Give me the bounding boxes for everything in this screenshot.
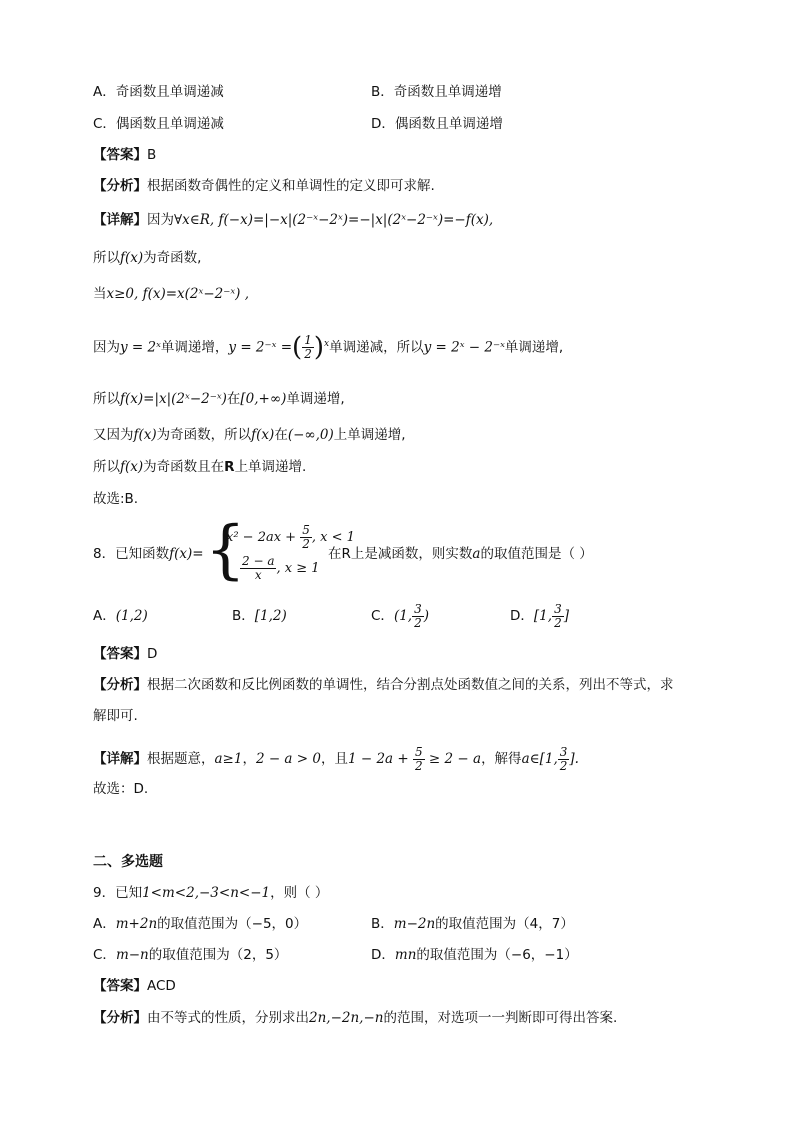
text: 为奇函数且在	[143, 459, 225, 475]
piecewise-case-1: x² − 2ax + $\frac{5}{2}$ , x < 1	[226, 523, 355, 551]
q7-detail-line3	[93, 284, 249, 304]
text: 单调递增,	[504, 339, 564, 356]
bold-r: R	[224, 459, 235, 475]
formula: [0,+∞)	[240, 391, 287, 407]
text: 所以	[93, 250, 120, 266]
text: 当	[93, 286, 107, 302]
formula: x≥0, f(x)=x(2ˣ−2⁻ˣ) ,	[106, 286, 249, 302]
text: 为奇函数，所以	[156, 427, 252, 443]
formula: y = 2ˣ − 2⁻ˣ	[423, 339, 505, 356]
q7-conclusion: 故选:B.	[93, 491, 139, 507]
q7-analysis	[93, 176, 435, 196]
piecewise-case-2: $\frac{2 - a}{x}$ , x ≥ 1	[242, 554, 320, 582]
q7-option-a: A．奇函数且单调递减	[93, 84, 224, 100]
formula: f(x)=	[169, 546, 204, 562]
q7-detail-line2	[93, 248, 201, 268]
paren: (	[292, 332, 303, 363]
q8-answer: 【答案】D	[93, 646, 158, 662]
q8-option-a: A．(1,2)	[93, 608, 148, 624]
text: 在	[274, 427, 288, 443]
q8-option-c: C．(1, $\frac{3}{2}$ )	[371, 601, 430, 630]
q7-option-d: D．偶函数且单调递增	[371, 116, 503, 132]
q7-detail-line7	[93, 457, 306, 477]
text: 在	[226, 391, 241, 407]
text: 单调递增，	[160, 339, 229, 356]
answer-value: B	[147, 147, 157, 163]
fraction: $\frac{5}{2}$	[414, 744, 423, 773]
q9-analysis: 【分析】由不等式的性质，分别求出2n,−2n,−n的范围，对选项一一判断即可得出答案.	[93, 1010, 618, 1026]
formula: f(x)=|x|(2ˣ−2⁻ˣ)	[120, 391, 227, 407]
q8-detail: 【详解】根据题意，a≥1，2 − a > 0，且1 − 2a + $\frac{5}{2}$ ≥ 2 − a，解得a∈[1, $\frac{3}{2}$ ].	[93, 744, 579, 773]
text: 所以	[93, 459, 120, 475]
text: 因为	[93, 339, 120, 356]
q8-option-b: B．[1,2)	[232, 608, 287, 624]
fraction: $\frac{1}{2}$	[304, 333, 312, 361]
text: 单调递减，所以	[329, 339, 424, 356]
formula: f(x)	[120, 250, 144, 266]
q8-analysis-line1: 【分析】根据二次函数和反比例函数的单调性，结合分割点处函数值之间的关系，列出不等式，求	[93, 677, 674, 693]
formula: f(x)	[251, 427, 275, 443]
q9-option-b: B．m−2n的取值范围为（4，7）	[371, 916, 574, 932]
q7-answer	[93, 145, 156, 165]
analysis-text: 根据函数奇偶性的定义和单调性的定义即可求解.	[147, 178, 435, 194]
formula: y = 2⁻ˣ =	[228, 339, 293, 356]
q9-option-a: A．m+2n的取值范围为（−5，0）	[93, 916, 308, 932]
formula: (−∞,0)	[287, 427, 334, 443]
section-heading: 二、多选题	[93, 854, 163, 870]
q8-conclusion: 故选：D.	[93, 781, 149, 797]
fraction: $\frac{3}{2}$	[414, 601, 422, 630]
q8-stem-suffix	[328, 544, 593, 564]
formula: f(x)	[120, 459, 144, 475]
paren: )	[313, 332, 324, 363]
q9-answer: 【答案】ACD	[93, 978, 176, 994]
answer-tag: 【答案】	[93, 147, 147, 163]
formula: ∀x∈R, f(−x)=|−x|(2⁻ˣ−2ˣ)=−|x|(2ˣ−2⁻ˣ)=−f(x),	[174, 212, 494, 228]
detail-tag: 【详解】	[93, 212, 147, 228]
q7-detail-line5	[93, 389, 345, 409]
formula: f(x)	[133, 427, 157, 443]
text: 在R上是减函数，则实数	[328, 546, 473, 562]
q8-stem-prefix	[93, 544, 204, 564]
text: 为奇函数,	[143, 250, 202, 266]
text: 上单调递增.	[234, 459, 307, 475]
q7-option-b: B．奇函数且单调递增	[371, 84, 502, 100]
q7-option-c: C．偶函数且单调递减	[93, 116, 224, 132]
analysis-tag: 【分析】	[93, 178, 147, 194]
fraction: $\frac{5}{2}$	[302, 523, 310, 551]
q9-option-c: C．m−n的取值范围为（2，5）	[93, 947, 288, 963]
fraction: $\frac{2 - a}{x}$	[242, 554, 275, 582]
q9-stem: 9．已知1<m<2,−3<n<−1，则（ ）	[93, 885, 329, 901]
formula: a	[472, 546, 481, 562]
text: 上单调递增,	[333, 427, 406, 443]
text: 的取值范围是（ ）	[480, 546, 593, 562]
fraction: $\frac{3}{2}$	[559, 744, 568, 773]
q8-option-d: D．[1, $\frac{3}{2}$ ]	[510, 601, 569, 630]
text: 所以	[93, 391, 120, 407]
fraction: $\frac{3}{2}$	[554, 601, 562, 630]
text: 单调递增,	[286, 391, 345, 407]
q7-detail-line4: 因为y = 2ˣ单调递增，y = 2⁻ˣ =( $\frac{1}{2}$ )$^x$单调递减，所以y = 2ˣ − 2⁻ˣ单调递增,	[93, 332, 564, 363]
q8-analysis-line2: 解即可.	[93, 708, 138, 724]
piecewise-brace: {	[205, 513, 246, 587]
q7-detail-line6	[93, 425, 406, 445]
q9-option-d: D．mn的取值范围为（−6，−1）	[371, 947, 578, 963]
text: 因为	[147, 212, 174, 228]
text: 又因为	[93, 427, 134, 443]
text: 8．已知函数	[93, 546, 170, 562]
formula: y = 2ˣ	[120, 339, 161, 356]
q7-detail-line1	[93, 210, 493, 230]
